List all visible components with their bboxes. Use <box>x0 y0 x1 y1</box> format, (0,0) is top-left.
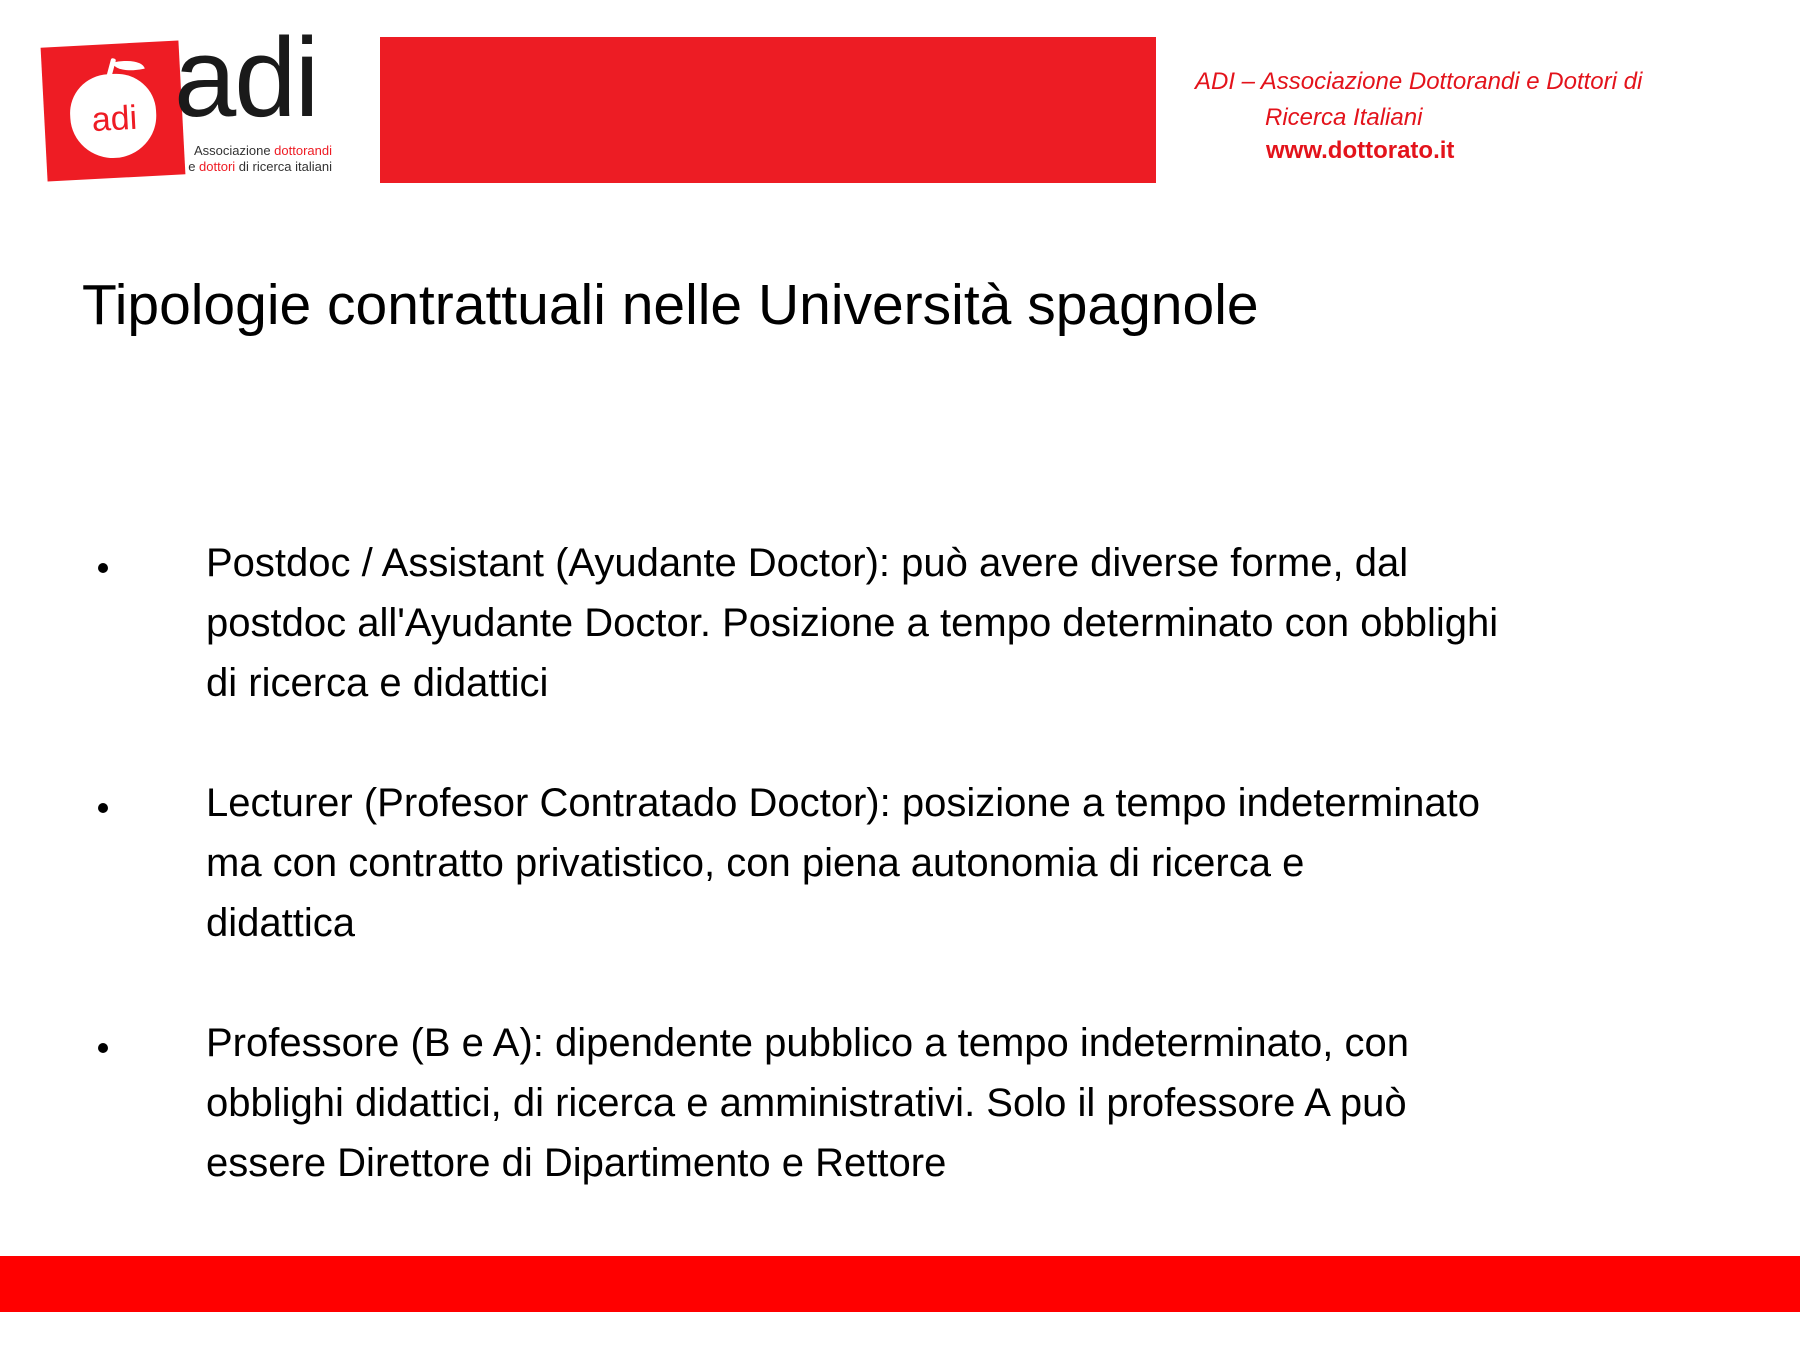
list-item-text: Professore (B e A): dipendente pubblico a tempo indeterminato, con obblighi didattici, di ricerca e amministrativi. Solo il professore A può essere Direttore di Dipartimento e Rettore <box>206 1021 1409 1185</box>
website-link[interactable]: www.dottorato.it <box>1266 137 1455 164</box>
header-red-banner <box>380 37 1156 183</box>
page-title: Tipologie contrattuali nelle Università spagnole <box>82 273 1259 337</box>
logo-wordmark: adi <box>174 15 318 140</box>
logo-tagline-part: Associazione <box>193 143 275 158</box>
list-item <box>0 533 1800 713</box>
logo-tagline-part: e <box>188 159 200 174</box>
logo-tagline-part: di ricerca italiani <box>235 159 332 174</box>
list-item-text: Postdoc / Assistant (Ayudante Doctor): può avere diverse forme, dal postdoc all'Ayudante Doctor. Posizione a tempo determinato con obblighi di ricerca e didattici <box>206 541 1499 705</box>
logo-mark-text: adi <box>90 98 139 140</box>
adi-logo-mark <box>41 40 186 181</box>
bullet-dot-icon <box>98 563 108 573</box>
org-line-1: ADI – Associazione Dottorandi e Dottori di <box>1195 68 1643 95</box>
logo-tagline <box>170 143 332 175</box>
logo-tagline-part: dottori <box>199 159 236 174</box>
list-item <box>0 773 1800 953</box>
org-line-2: Ricerca Italiani <box>1265 104 1423 131</box>
list-item-text: Lecturer (Profesor Contratado Doctor): posizione a tempo indeterminato ma con contratto privatistico, con piena autonomia di ricerca e didattica <box>206 781 1480 945</box>
bullet-dot-icon <box>98 803 108 813</box>
logo-tagline-part: dottorandi <box>274 143 332 158</box>
apple-leaf-icon <box>113 56 145 75</box>
list-item <box>0 1013 1800 1193</box>
header-organization <box>1195 64 1755 136</box>
bullet-dot-icon <box>98 1043 108 1053</box>
footer-red-bar <box>0 1256 1800 1312</box>
bullet-list <box>0 533 1800 1253</box>
